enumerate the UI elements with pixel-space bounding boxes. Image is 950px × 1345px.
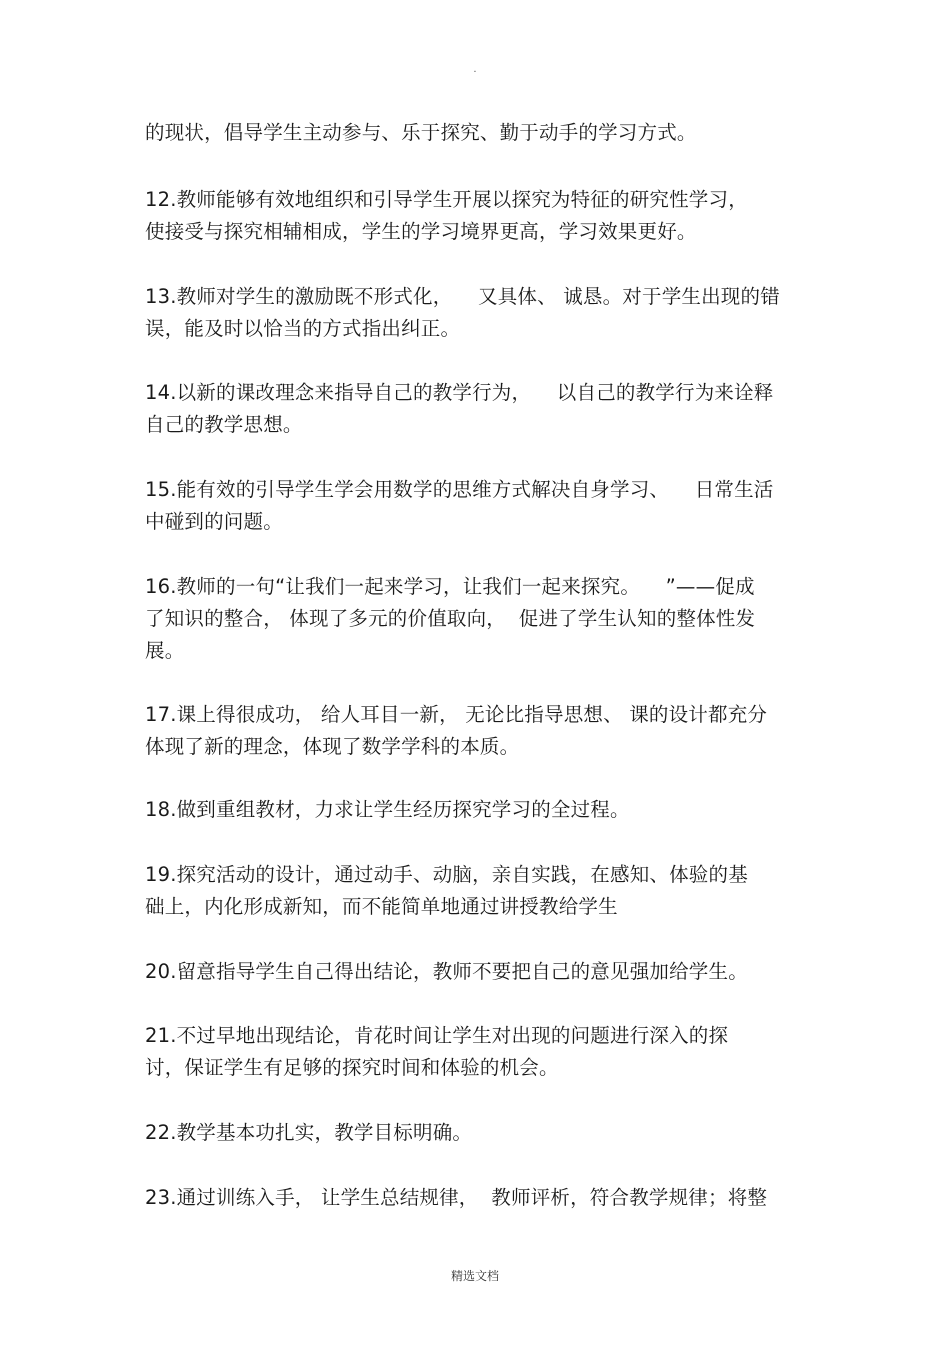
paragraph-19 bbox=[145, 859, 810, 923]
text-line: 误，能及时以恰当的方式指出纠正。 bbox=[145, 317, 461, 340]
paragraph-18 bbox=[145, 794, 810, 826]
text-line: 了知识的整合， 体现了多元的价值取向， 促进了学生认知的整体性发 bbox=[145, 607, 756, 630]
text-line: 讨，保证学生有足够的探究时间和体验的机会。 bbox=[145, 1056, 559, 1079]
paragraph-22 bbox=[145, 1117, 810, 1149]
text-line: 自己的教学思想。 bbox=[145, 413, 303, 436]
paragraph bbox=[145, 117, 810, 149]
text-line: 展。 bbox=[145, 639, 185, 662]
text-line: 础上，内化形成新知，而不能简单地通过讲授教给学生 bbox=[145, 895, 618, 918]
paragraph-15 bbox=[145, 474, 810, 538]
paragraph-12 bbox=[145, 184, 810, 248]
text-line: 13.教师对学生的激励既不形式化， 又具体、 诚恳。对于学生出现的错 bbox=[145, 285, 780, 308]
page-top-mark: . bbox=[473, 64, 477, 75]
text-line: 16.教师的一句“让我们一起来学习，让我们一起来探究。 ”——促成 bbox=[145, 575, 755, 598]
text-line: 23.通过训练入手， 让学生总结规律， 教师评析，符合教学规律；将整 bbox=[145, 1186, 768, 1209]
text-line: 22.教学基本功扎实，教学目标明确。 bbox=[145, 1121, 473, 1144]
text-line: 体现了新的理念，体现了数学学科的本质。 bbox=[145, 735, 520, 758]
paragraph-14 bbox=[145, 377, 810, 441]
text-line: 15.能有效的引导学生学会用数学的思维方式解决自身学习、 日常生活 bbox=[145, 478, 774, 501]
document-body bbox=[145, 117, 810, 1214]
text-line: 14.以新的课改理念来指导自己的教学行为， 以自己的教学行为来诠释 bbox=[145, 381, 774, 404]
text-line: 21.不过早地出现结论，肯花时间让学生对出现的问题进行深入的探 bbox=[145, 1024, 729, 1047]
page-footer: 精选文档 bbox=[450, 1269, 499, 1283]
text-line: 18.做到重组教材，力求让学生经历探究学习的全过程。 bbox=[145, 798, 630, 821]
paragraph-20 bbox=[145, 956, 810, 988]
text-line: 的现状，倡导学生主动参与、乐于探究、勤于动手的学习方式。 bbox=[145, 121, 697, 144]
text-line: 19.探究活动的设计，通过动手、动脑，亲自实践，在感知、体验的基 bbox=[145, 863, 748, 886]
text-line: 17.课上得很成功， 给人耳目一新， 无论比指导思想、 课的设计都充分 bbox=[145, 703, 768, 726]
text-line: 使接受与探究相辅相成，学生的学习境界更高，学习效果更好。 bbox=[145, 220, 697, 243]
paragraph-21 bbox=[145, 1020, 810, 1084]
paragraph-13 bbox=[145, 281, 810, 345]
paragraph-23 bbox=[145, 1182, 810, 1214]
text-line: 中碰到的问题。 bbox=[145, 510, 283, 533]
paragraph-16 bbox=[145, 571, 810, 667]
text-line: 20.留意指导学生自己得出结论，教师不要把自己的意见强加给学生。 bbox=[145, 960, 748, 983]
paragraph-17 bbox=[145, 699, 810, 763]
text-line: 12.教师能够有效地组织和引导学生开展以探究为特征的研究性学习， bbox=[145, 188, 748, 211]
